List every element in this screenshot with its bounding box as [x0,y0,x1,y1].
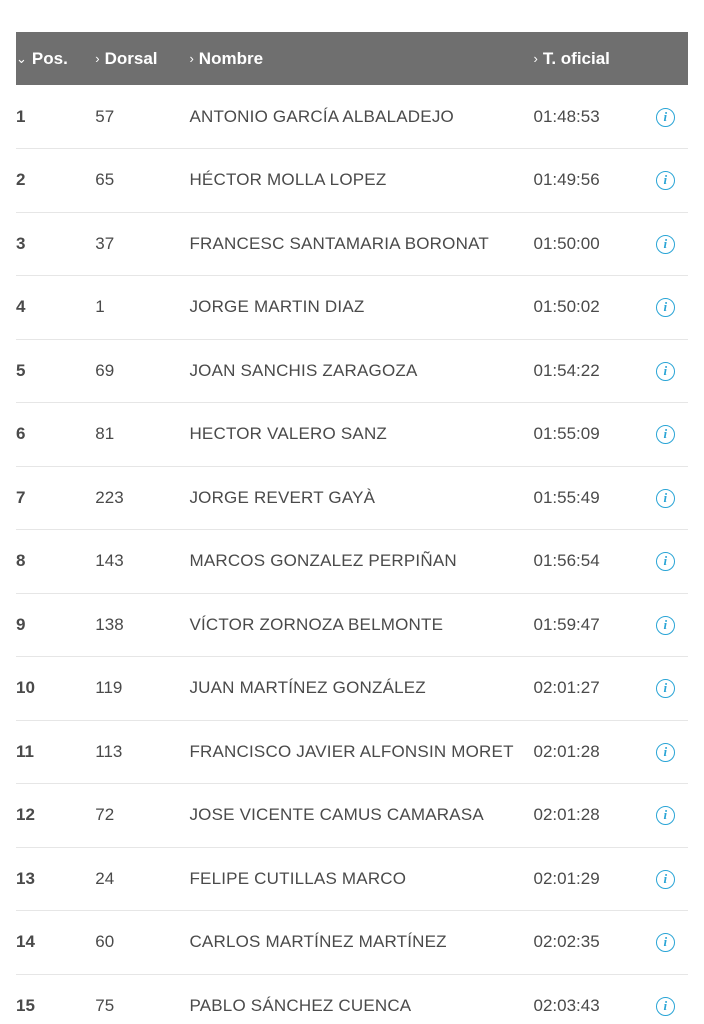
column-header-tiempo[interactable] [533,32,642,85]
cell-tiempo: 01:48:53 [533,85,642,149]
info-icon[interactable]: i [656,235,675,254]
info-icon[interactable]: i [656,425,675,444]
info-icon[interactable]: i [656,870,675,889]
cell-tiempo: 01:50:02 [533,276,642,340]
info-icon[interactable]: i [656,489,675,508]
cell-pos: 7 [16,466,95,530]
cell-tiempo: 01:56:54 [533,530,642,594]
cell-pos: 13 [16,847,95,911]
cell-tiempo: 02:01:28 [533,784,642,848]
table-row[interactable] [16,212,688,276]
table-row[interactable] [16,85,688,149]
column-header-pos[interactable] [16,32,95,85]
cell-pos: 5 [16,339,95,403]
cell-dorsal: 24 [95,847,189,911]
info-icon[interactable]: i [656,679,675,698]
cell-nombre: HÉCTOR MOLLA LOPEZ [189,149,533,213]
table-row[interactable] [16,784,688,848]
table-row[interactable] [16,657,688,721]
cell-tiempo: 02:03:43 [533,974,642,1024]
column-header-info [643,32,688,85]
cell-info[interactable] [643,593,688,657]
column-header-nombre[interactable] [189,32,533,85]
cell-tiempo: 01:50:00 [533,212,642,276]
cell-tiempo: 01:59:47 [533,593,642,657]
cell-pos: 1 [16,85,95,149]
cell-pos: 10 [16,657,95,721]
cell-pos: 4 [16,276,95,340]
cell-dorsal: 143 [95,530,189,594]
cell-tiempo: 02:01:27 [533,657,642,721]
cell-dorsal: 75 [95,974,189,1024]
table-row[interactable] [16,847,688,911]
cell-nombre: MARCOS GONZALEZ PERPIÑAN [189,530,533,594]
cell-nombre: FELIPE CUTILLAS MARCO [189,847,533,911]
table-header-row [16,32,688,85]
cell-info[interactable] [643,466,688,530]
info-icon[interactable]: i [656,552,675,571]
cell-tiempo: 02:02:35 [533,911,642,975]
cell-info[interactable] [643,339,688,403]
cell-dorsal: 119 [95,657,189,721]
cell-info[interactable] [643,657,688,721]
cell-dorsal: 138 [95,593,189,657]
table-row[interactable] [16,403,688,467]
cell-dorsal: 81 [95,403,189,467]
cell-dorsal: 113 [95,720,189,784]
cell-pos: 14 [16,911,95,975]
column-header-dorsal[interactable] [95,32,189,85]
cell-pos: 9 [16,593,95,657]
cell-info[interactable] [643,720,688,784]
cell-tiempo: 01:54:22 [533,339,642,403]
cell-pos: 12 [16,784,95,848]
table-header [16,32,688,85]
cell-pos: 6 [16,403,95,467]
table-row[interactable] [16,593,688,657]
cell-tiempo: 01:49:56 [533,149,642,213]
cell-dorsal: 65 [95,149,189,213]
table-row[interactable] [16,530,688,594]
cell-dorsal: 60 [95,911,189,975]
cell-tiempo: 02:01:29 [533,847,642,911]
cell-info[interactable] [643,784,688,848]
chevron-right-icon: › [189,51,194,66]
cell-dorsal: 1 [95,276,189,340]
cell-nombre: FRANCISCO JAVIER ALFONSIN MORET [189,720,533,784]
info-icon[interactable]: i [656,933,675,952]
cell-nombre: HECTOR VALERO SANZ [189,403,533,467]
cell-dorsal: 223 [95,466,189,530]
cell-nombre: PABLO SÁNCHEZ CUENCA [189,974,533,1024]
column-header-nombre-label: Nombre [198,48,264,68]
cell-dorsal: 69 [95,339,189,403]
cell-nombre: VÍCTOR ZORNOZA BELMONTE [189,593,533,657]
chevron-right-icon: › [533,51,538,66]
cell-tiempo: 02:01:28 [533,720,642,784]
cell-info[interactable] [643,847,688,911]
column-header-dorsal-label: Dorsal [104,48,158,68]
info-icon[interactable]: i [656,298,675,317]
cell-info[interactable] [643,212,688,276]
cell-nombre: JORGE REVERT GAYÀ [189,466,533,530]
table-row[interactable] [16,339,688,403]
chevron-right-icon: › [95,51,100,66]
cell-nombre: ANTONIO GARCÍA ALBALADEJO [189,85,533,149]
info-icon[interactable]: i [656,616,675,635]
table-row[interactable] [16,276,688,340]
cell-nombre: JUAN MARTÍNEZ GONZÁLEZ [189,657,533,721]
chevron-down-icon: ⌄ [16,51,27,66]
table-body [16,85,688,1024]
cell-dorsal: 57 [95,85,189,149]
cell-info[interactable] [643,276,688,340]
cell-nombre: CARLOS MARTÍNEZ MARTÍNEZ [189,911,533,975]
info-icon[interactable]: i [656,743,675,762]
info-icon[interactable]: i [656,171,675,190]
cell-nombre: JOAN SANCHIS ZARAGOZA [189,339,533,403]
cell-info[interactable] [643,530,688,594]
column-header-tiempo-label: T. oficial [542,48,610,68]
cell-nombre: JOSE VICENTE CAMUS CAMARASA [189,784,533,848]
cell-pos: 3 [16,212,95,276]
cell-info[interactable] [643,911,688,975]
cell-info[interactable] [643,974,688,1024]
info-icon[interactable]: i [656,997,675,1016]
cell-info[interactable] [643,403,688,467]
cell-tiempo: 01:55:49 [533,466,642,530]
cell-pos: 15 [16,974,95,1024]
table-row[interactable] [16,974,688,1024]
cell-pos: 11 [16,720,95,784]
cell-info[interactable] [643,85,688,149]
cell-dorsal: 37 [95,212,189,276]
info-icon[interactable]: i [656,108,675,127]
results-table [16,32,688,1024]
cell-info[interactable] [643,149,688,213]
info-icon[interactable]: i [656,806,675,825]
info-icon[interactable]: i [656,362,675,381]
cell-pos: 2 [16,149,95,213]
column-header-pos-label: Pos. [31,48,68,68]
table-row[interactable] [16,720,688,784]
cell-dorsal: 72 [95,784,189,848]
cell-nombre: JORGE MARTIN DIAZ [189,276,533,340]
cell-tiempo: 01:55:09 [533,403,642,467]
table-row[interactable] [16,149,688,213]
cell-pos: 8 [16,530,95,594]
table-row[interactable] [16,466,688,530]
table-row[interactable] [16,911,688,975]
cell-nombre: FRANCESC SANTAMARIA BORONAT [189,212,533,276]
